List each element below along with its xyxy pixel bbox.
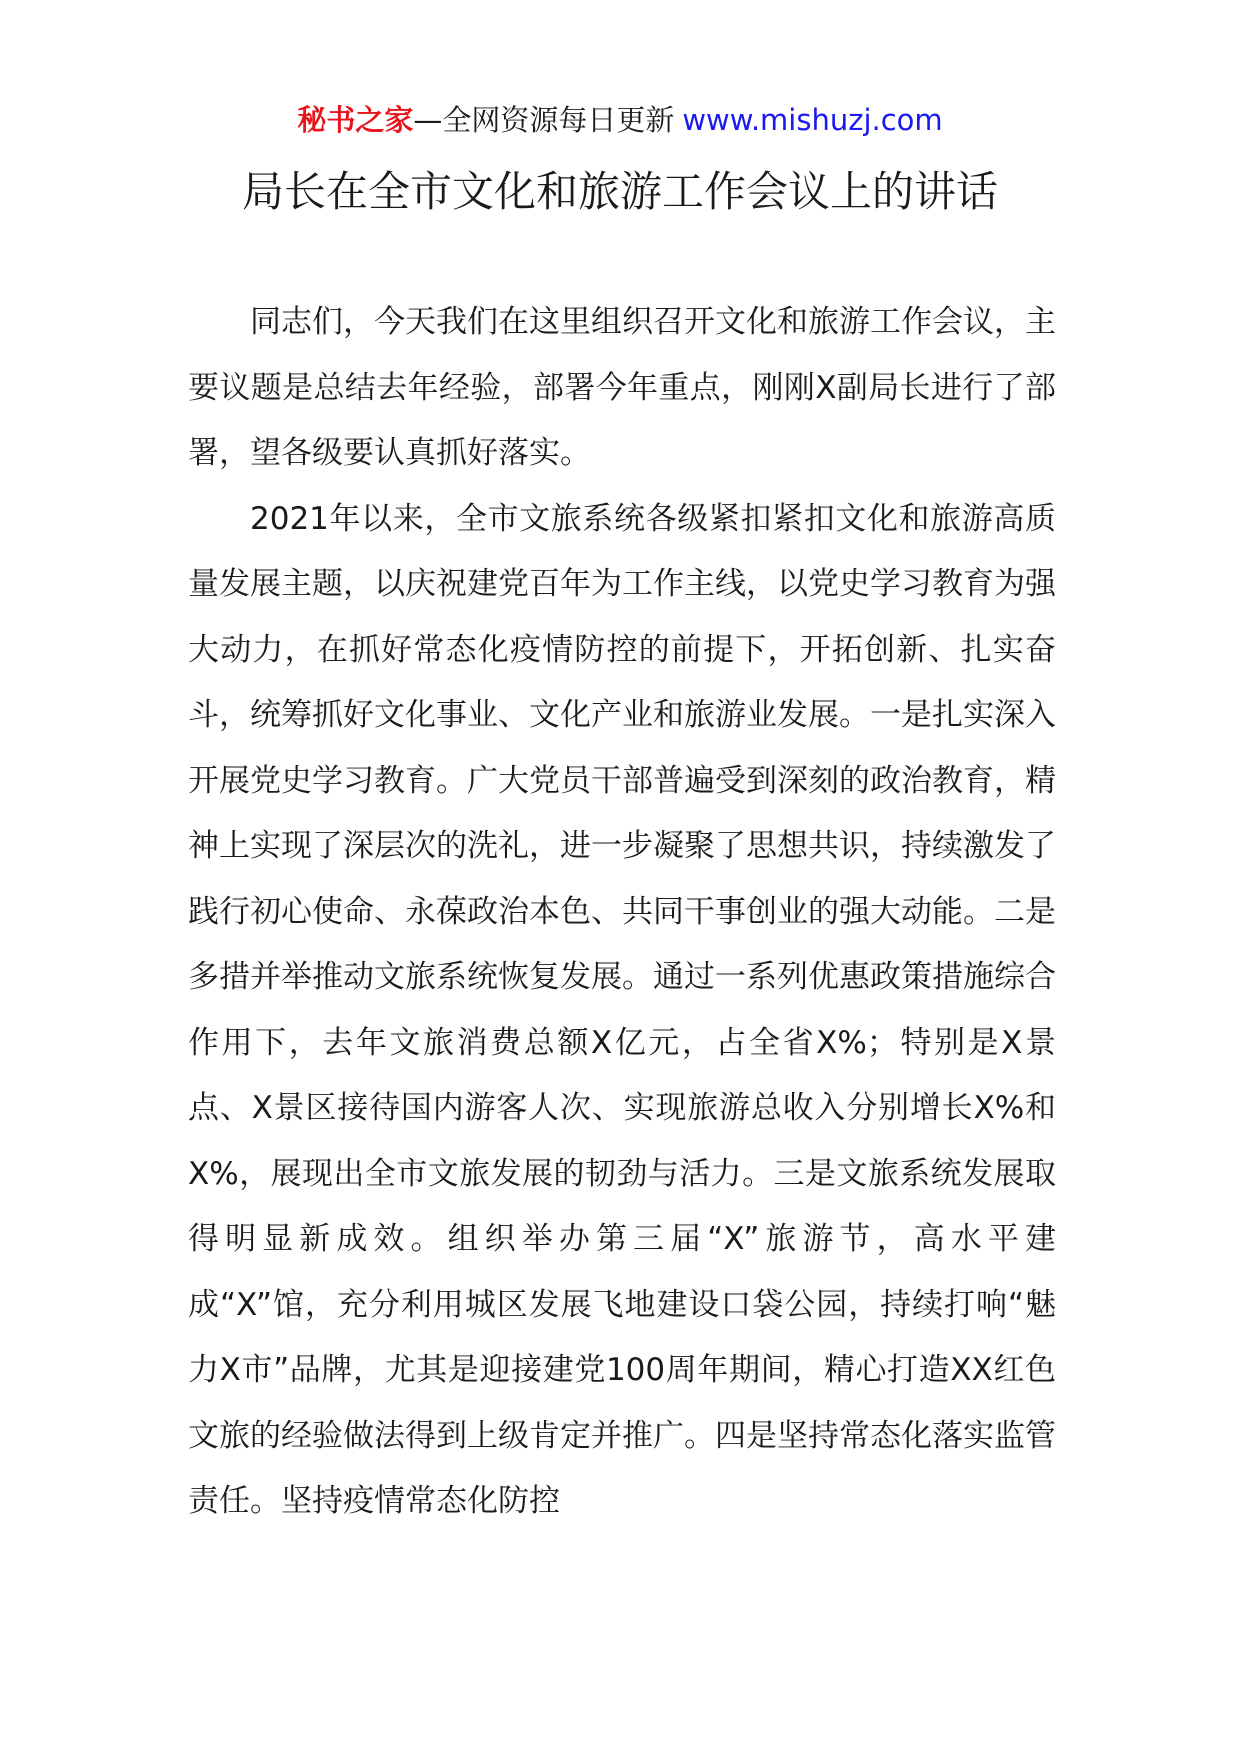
site-tagline: —全网资源每日更新	[413, 103, 675, 137]
document-title: 局长在全市文化和旅游工作会议上的讲话	[241, 167, 998, 216]
body-paragraph: 同志们，今天我们在这里组织召开文化和旅游工作会议，主要议题是总结去年经验，部署今年重点，刚刚X副局长进行了部署，望各级要认真抓好落实。	[188, 304, 1056, 471]
site-header	[0, 100, 1240, 140]
brand-name: 秘书之家	[297, 103, 414, 137]
site-url-link[interactable]: www.mishuzj.com	[682, 103, 943, 137]
document-body	[188, 290, 1056, 1535]
body-paragraph: 2021年以来，全市文旅系统各级紧扣紧扣文化和旅游高质量发展主题，以庆祝建党百年为工作主线，以党史学习教育为强大动力，在抓好常态化疫情防控的前提下，开拓创新、扎实奋斗，统筹抓好文化事业、文化产业和旅游业发展。一是扎实深入开展党史学习教育。广大党员干部普遍受到深刻的政治教育，精神上实现了深层次的洗礼，进一步凝聚了思想共识，持续激发了践行初心使命、永葆政治本色、共同干事创业的强大动能。二是多措并举推动文旅系统恢复发展。通过一系列优惠政策措施综合作用下，去年文旅消费总额X亿元，占全省X%；特别是X景点、X景区接待国内游客人次、实现旅游总收入分别增长X%和X%，展现出全市文旅发展的韧劲与活力。三是文旅系统发展取得明显新成效。组织举办第三届“X”旅游节，高水平建成“X”馆，充分利用城区发展飞地建设口袋公园，持续打响“魅力X市”品牌，尤其是迎接建党100周年期间，精心打造XX红色文旅的经验做法得到上级肯定并推广。四是坚持常态化落实监管责任。坚持疫情常态化防控	[188, 500, 1056, 1519]
